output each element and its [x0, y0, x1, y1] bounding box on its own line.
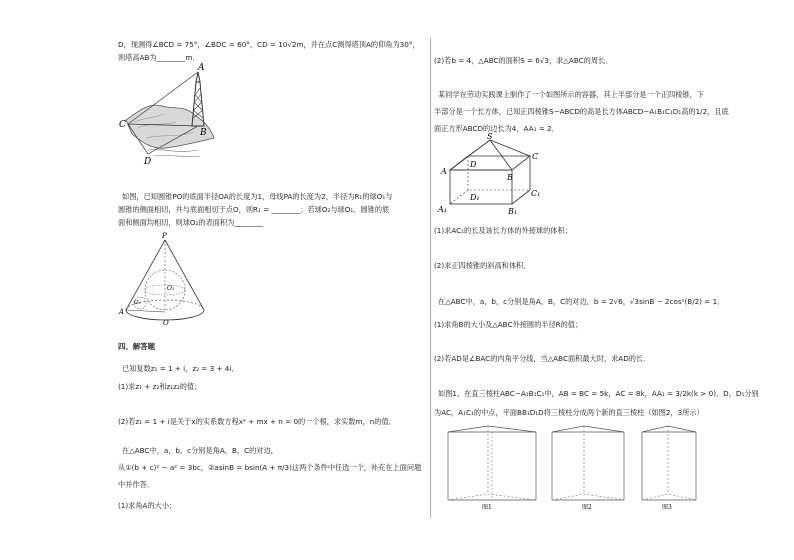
label-c: C	[119, 120, 126, 130]
prism-figure-3	[638, 424, 702, 510]
fig3-caption: 图3	[662, 504, 672, 511]
container-question-line-2: 半部分是一个长方体，已知正四棱锥S−ABCD的高是长方体ABCD−A₁B₁C₁D₁高的1/2，且底	[434, 107, 729, 116]
container-question-line-5: (2)求正四棱锥的斜高和体积．	[434, 261, 531, 270]
label-box-d1: D₁	[470, 193, 480, 202]
cone-right-edge	[165, 240, 204, 310]
fig1-top-back	[448, 426, 488, 432]
fig1-caption: 图1	[482, 504, 492, 511]
box-hidden-base-edge	[450, 190, 468, 204]
container-figure	[434, 132, 541, 220]
label-b: B	[200, 128, 207, 138]
container-question-line-4: (1)求AC₁的长及该长方体的外接球的体积；	[434, 226, 572, 235]
label-box-b: B	[507, 173, 513, 182]
section-heading-solutions: 四、解答题	[118, 342, 155, 351]
complex-question-line-2: (1)求z₁ + z₂和z₁z₂的值；	[118, 382, 202, 391]
label-o: O	[163, 319, 169, 327]
cone-question-line-3: 面和侧面均相切，则球O₂的表面积为________	[118, 218, 264, 227]
cone-radius	[126, 310, 165, 312]
label-s: S	[487, 132, 493, 141]
abc-question-line-1: 在△ABC中，a，b，c分别是角A，B，C的对边，b = 2√6，√3sinB − 2cos²(B/2) = 1．	[438, 297, 725, 306]
triangle-question-line-2: 从①(b + c)² − a² = 3bc，②asinB = bsin(A + π/3)这两个条件中任选一个，补充在上面问题	[118, 463, 422, 472]
container-question-line-1: 某同学在劳动实践课上制作了一个如图所示的容器，其上半部分是一个正四棱锥，下	[438, 90, 704, 99]
fig1-top-back-2	[488, 426, 536, 432]
fig2-base-back	[552, 494, 624, 500]
tower-question-line-1: D，现测得∠BCD = 75°，∠BDC = 60°，CD = 10√2m，并在点C测得塔顶A的仰角为30°，	[118, 40, 420, 49]
cone-left-edge	[126, 240, 165, 310]
prism-question-line-1: 如图1，在直三棱柱ABC−A₁B₁C₁中，AB = BC = 5k，AC = 8k，AA₁ = 3/2k(k > 0)，D，D₁分别	[438, 389, 759, 398]
box-top-face	[450, 156, 530, 170]
fig2-caption: 图2	[582, 504, 592, 511]
fig2-top	[552, 426, 624, 432]
label-box-b1: B₁	[508, 207, 518, 216]
label-o2: O₂	[134, 300, 141, 306]
label-o1: O₁	[167, 285, 175, 292]
prism-figure-2	[548, 424, 632, 510]
column-divider	[430, 38, 431, 518]
tower-figure	[118, 62, 218, 166]
prism-figure-1	[444, 424, 544, 510]
label-box-a: A	[441, 167, 447, 176]
area-question: (2)若b = 4，△ABC的面积S = 6√3，求△ABC的周长．	[434, 56, 613, 65]
fig3-top	[642, 426, 696, 432]
label-d: D	[144, 157, 152, 167]
cone-question-line-2: 圆锥的侧面相切，并与底面相切于点O，则R₁ = ________；若球O₂与球O₁、圆锥的底	[118, 205, 390, 214]
label-p: P	[162, 232, 167, 240]
label-box-a1: A₁	[438, 205, 447, 214]
container-question-line-3: 面正方形ABCD的边长为4，AA₁ = 2．	[434, 124, 559, 133]
triangle-question-line-1: 在△ABC中，a，b，c分别是角A，B，C的对边，	[122, 446, 278, 455]
triangle-question-line-4: (1)求角A的大小；	[118, 501, 177, 510]
left-column	[118, 0, 426, 560]
label-box-c1: C₁	[531, 189, 541, 198]
complex-question-line-3: (2)若z₁ = 1 + i是关于x的实系数方程x² + mx + n = 0的一个根，求实数m，n的值．	[118, 417, 396, 426]
cone-figure	[118, 232, 226, 332]
label-cone-a: A	[119, 308, 125, 316]
tower-top	[196, 72, 200, 82]
triangle-question-line-3: 中并作答．	[118, 480, 154, 489]
abc-question-line-2: (1)求角B的大小及△ABC外接圆的半径R的值；	[434, 320, 583, 329]
abc-question-line-3: (2)若AD是∠BAC的内角平分线，当△ABC面积最大时，求AD的长．	[434, 354, 651, 363]
label-box-d: D	[470, 160, 477, 169]
complex-question-line-1: 已知复数z₁ = 1 + i，z₂ = 3 + 4i．	[122, 364, 239, 373]
label-a: A	[198, 63, 205, 73]
tower-question-line-2: 则塔高AB为________m．	[118, 53, 200, 62]
box-hidden-edges	[468, 156, 530, 190]
prism-question-line-2: 为AC，A₁C₁的中点，平面BB₁D₁D将三棱柱分成两个新的直三棱柱（如图2，3所示）	[434, 408, 704, 417]
label-box-c: C	[532, 152, 539, 161]
water-lines	[148, 150, 200, 157]
box-front-face	[450, 170, 512, 204]
right-column	[434, 0, 759, 560]
fig3-base-back	[642, 494, 696, 500]
cone-question-line-1: 如图，已知圆锥PO的底面半径OA的长度为1，母线PA的长度为2，半径为R₁的球O₁与	[122, 192, 393, 201]
